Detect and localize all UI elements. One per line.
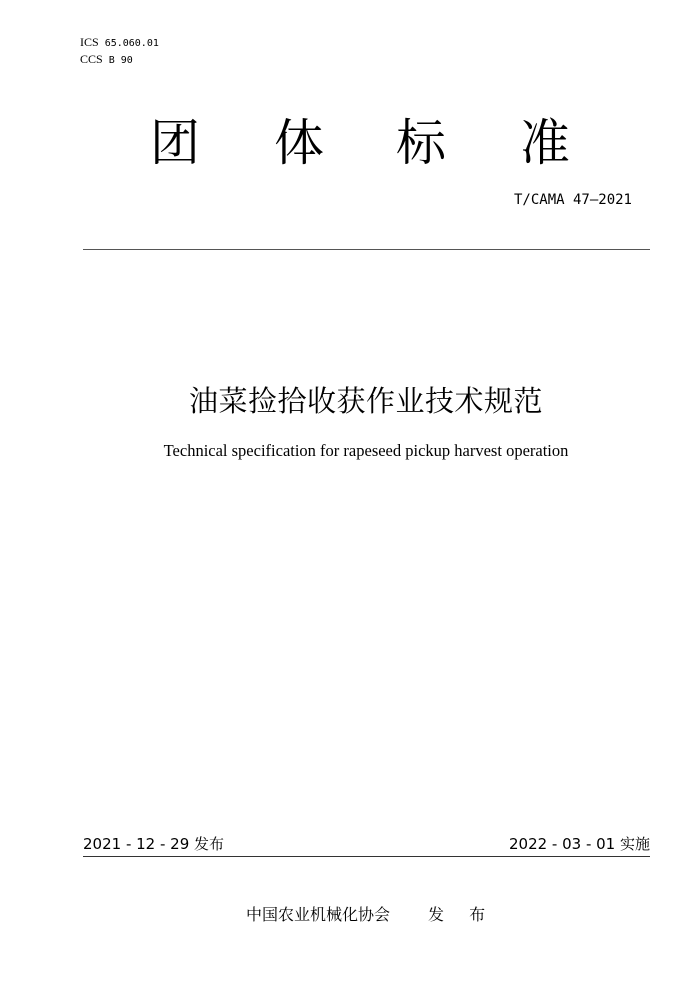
ics-label: ICS: [80, 35, 99, 49]
header-divider: [83, 249, 650, 250]
standard-type-char-3: 标: [396, 114, 446, 172]
standard-type-char-2: 体: [274, 114, 324, 172]
ccs-value: B 90: [108, 55, 133, 66]
publisher-name: 中国农业机械化协会: [246, 905, 391, 924]
ics-value: 65.060.01: [104, 38, 159, 49]
document-title-chinese: 油菜捡拾收获作业技术规范: [188, 384, 543, 418]
standard-number: T/CAMA 47—2021: [513, 192, 632, 208]
footer-divider: [83, 856, 650, 857]
issue-date: 2021 - 12 - 29 发布: [83, 835, 225, 853]
ics-code: [80, 35, 159, 51]
implementation-date: 2022 - 03 - 01 实施: [508, 835, 650, 853]
standard-type-char-4: 准: [520, 114, 570, 172]
ccs-code: [80, 52, 133, 68]
publish-label: 发 布: [428, 905, 496, 924]
ccs-label: CCS: [80, 52, 103, 66]
standard-type-char-1: 团: [150, 114, 200, 172]
document-title-english: Technical specification for rapeseed pickup harvest operation: [163, 441, 569, 460]
